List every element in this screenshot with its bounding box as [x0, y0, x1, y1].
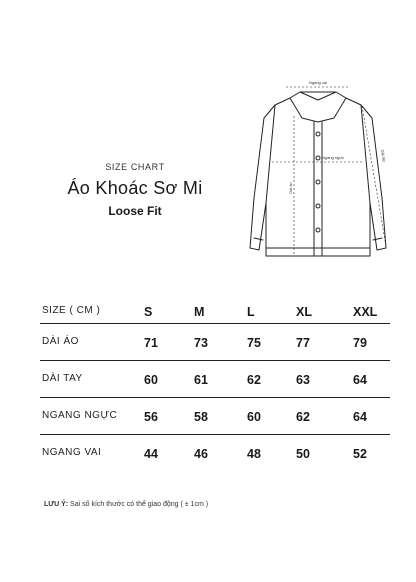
shirt-measurement-diagram — [236, 78, 404, 268]
table-cell: 79 — [353, 336, 367, 350]
table-cell: 44 — [144, 447, 158, 461]
size-chart-label: SIZE CHART — [105, 162, 165, 172]
size-col-header: M — [194, 305, 205, 319]
table-cell: 77 — [296, 336, 310, 350]
table-cell: 71 — [144, 336, 158, 350]
table-row — [40, 361, 390, 398]
table-cell: 61 — [194, 373, 208, 387]
product-title: Áo Khoác Sơ Mi — [67, 178, 203, 198]
table-row — [40, 324, 390, 361]
sleeve-measure-line — [362, 106, 386, 246]
size-col-header: XXL — [353, 305, 378, 319]
table-header-row — [40, 300, 390, 324]
table-row — [40, 435, 390, 471]
width-label: Ngang vai — [308, 80, 328, 85]
body-length-label: Dài áo — [288, 182, 293, 194]
measurement-note — [44, 501, 208, 508]
table-cell: 50 — [296, 447, 310, 461]
row-label: DÀI TAY — [42, 373, 83, 384]
row-label: DÀI ÁO — [42, 336, 79, 347]
row-label: NGANG VAI — [42, 447, 102, 458]
size-table — [40, 300, 390, 471]
table-cell: 52 — [353, 447, 367, 461]
collar-outline — [290, 92, 346, 122]
table-cell: 62 — [296, 410, 310, 424]
table-cell: 60 — [144, 373, 158, 387]
size-col-header: S — [144, 305, 153, 319]
table-cell: 75 — [247, 336, 261, 350]
table-cell: 64 — [353, 410, 367, 424]
note-prefix: LƯU Ý: — [44, 501, 69, 508]
table-cell: 73 — [194, 336, 208, 350]
sleeve-label: Dài tay — [379, 149, 388, 163]
size-col-header: XL — [296, 305, 312, 319]
table-row — [40, 398, 390, 435]
table-cell: 62 — [247, 373, 261, 387]
table-cell: 60 — [247, 410, 261, 424]
table-cell: 63 — [296, 373, 310, 387]
table-cell: 56 — [144, 410, 158, 424]
size-header: SIZE ( CM ) — [42, 305, 101, 316]
chest-label: Ngang ngực — [321, 155, 345, 160]
note-text: Sai số kích thước có thể giao động ( ± 1cm ) — [70, 501, 209, 508]
fit-label: Loose Fit — [108, 204, 162, 218]
table-cell: 46 — [194, 447, 208, 461]
table-cell: 48 — [247, 447, 261, 461]
row-label: NGANG NGỰC — [42, 410, 118, 421]
table-cell: 58 — [194, 410, 208, 424]
size-col-header: L — [247, 305, 255, 319]
table-cell: 64 — [353, 373, 367, 387]
